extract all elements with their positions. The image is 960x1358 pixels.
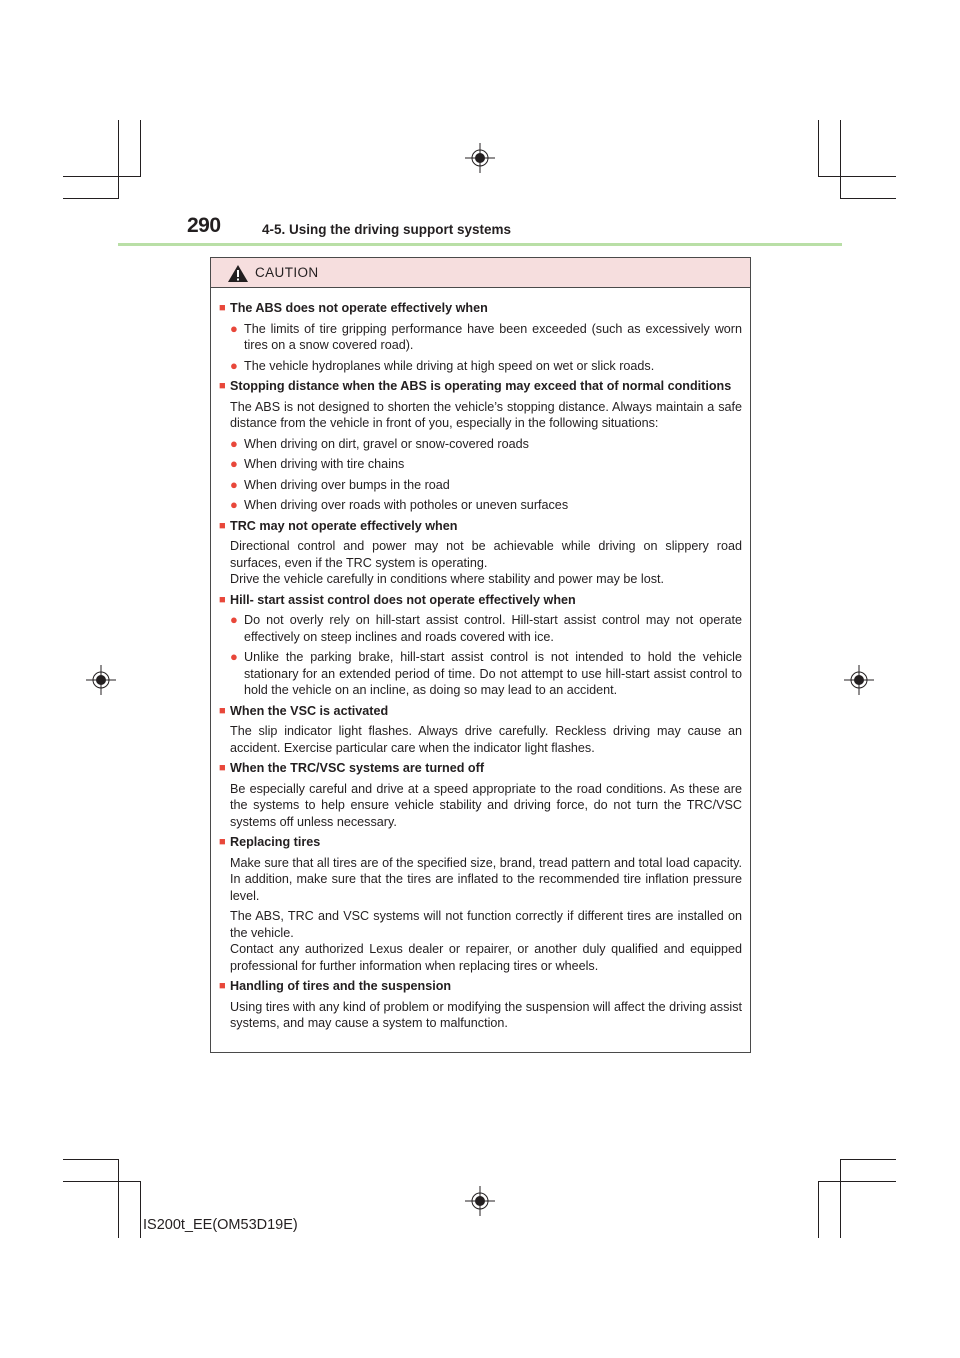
section-heading: ■ When the VSC is activated	[219, 703, 389, 718]
crop-mark	[118, 1159, 119, 1238]
list-item: ● When driving with tire chains	[230, 456, 405, 471]
square-bullet-icon: ■	[219, 704, 226, 717]
registration-mark-icon	[86, 665, 116, 695]
section-heading: ■ Hill- start assist control does not operate effectively when	[219, 592, 576, 607]
section-heading: ■ When the TRC/VSC systems are turned off	[219, 761, 485, 775]
square-bullet-icon: ■	[219, 836, 226, 848]
square-bullet-icon: ■	[219, 980, 226, 992]
section-heading: ■ The ABS does not operate effectively when	[219, 301, 488, 315]
list-item: ● Unlike the parking brake, hill-start assist control is not intended to hold the vehicle stationary for an extended period of time. Do not attempt to use hill-start assist control to hold the vehicle on an incline, as doing so may lead to an accident.	[230, 649, 742, 697]
section-text: The ABS, TRC and VSC systems will not function correctly if different tires are installed on the vehicle. Contact any authorized Lexus dealer or repairer, or another duly qualified and equipped professional for further information when replacing tires or wheels.	[230, 909, 742, 973]
circle-bullet-icon: ●	[230, 497, 238, 512]
section-text: Using tires with any kind of problem or modifying the suspension will affect the driving assist systems, and may cause a system to malfunction.	[230, 999, 742, 1030]
caution-section	[219, 378, 742, 514]
header-rule	[118, 243, 842, 246]
circle-bullet-icon: ●	[230, 320, 238, 336]
circle-bullet-icon: ●	[230, 649, 238, 664]
registration-mark-icon	[465, 1186, 495, 1216]
caution-label: CAUTION	[255, 265, 319, 280]
crop-mark	[840, 120, 841, 199]
crop-mark	[840, 1159, 896, 1160]
list-item: ● When driving over bumps in the road	[230, 476, 450, 492]
circle-bullet-icon: ●	[230, 435, 238, 451]
square-bullet-icon: ■	[219, 762, 226, 774]
crop-mark	[63, 176, 141, 177]
list-item: ● When driving over roads with potholes or uneven surfaces	[230, 497, 569, 512]
list-item: ● When driving on dirt, gravel or snow-covered roads	[230, 435, 529, 451]
circle-bullet-icon: ●	[230, 357, 238, 373]
registration-mark-icon	[844, 665, 874, 695]
caution-section	[219, 518, 742, 588]
section-title: 4-5. Using the driving support systems	[262, 222, 512, 237]
section-text: Make sure that all tires are of the specified size, brand, tread pattern and total load capacity. In addition, make sure that the tires are inflated to the recommended tire inflation pressure level.	[230, 855, 742, 903]
caution-section	[219, 760, 742, 830]
square-bullet-icon: ■	[219, 593, 226, 606]
circle-bullet-icon: ●	[230, 456, 238, 471]
caution-section	[219, 592, 742, 699]
crop-mark	[63, 198, 119, 199]
caution-body	[211, 288, 750, 1032]
crop-mark	[818, 176, 896, 177]
crop-mark	[818, 120, 819, 177]
list-item: ● The limits of tire gripping performance have been exceeded (such as excessively worn tires on a snow covered road).	[230, 320, 742, 352]
list-item: ● The vehicle hydroplanes while driving at high speed on wet or slick roads.	[230, 357, 655, 373]
warning-triangle-icon	[227, 264, 249, 283]
crop-mark	[818, 1181, 819, 1238]
section-text: The slip indicator light flashes. Always drive carefully. Reckless driving may cause an accident. Exercise particular care when the indicator light flashes.	[230, 724, 742, 755]
section-heading: ■ TRC may not operate effectively when	[219, 518, 458, 533]
page-number: 290	[187, 214, 221, 237]
crop-mark	[63, 1159, 119, 1160]
section-heading: ■ Replacing tires	[219, 835, 321, 849]
crop-mark	[840, 198, 896, 199]
crop-mark	[140, 1181, 141, 1238]
crop-mark	[118, 120, 119, 199]
caution-section	[219, 834, 742, 974]
section-heading: ■ Stopping distance when the ABS is operating may exceed that of normal conditions	[219, 379, 732, 393]
crop-mark	[818, 1181, 896, 1182]
document-code: IS200t_EE(OM53D19E)	[143, 1217, 298, 1233]
circle-bullet-icon: ●	[230, 612, 238, 627]
crop-mark	[63, 1181, 141, 1182]
caution-section	[219, 300, 742, 374]
section-text: Be especially careful and drive at a speed appropriate to the road conditions. As these are the systems to help ensure vehicle stability and driving force, do not turn the TRC/VSC systems off unless necessary.	[230, 781, 742, 829]
crop-mark	[840, 1159, 841, 1238]
crop-mark	[140, 120, 141, 177]
section-heading: ■ Handling of tires and the suspension	[219, 979, 452, 993]
caution-box	[210, 257, 751, 1053]
square-bullet-icon: ■	[219, 519, 226, 532]
circle-bullet-icon: ●	[230, 476, 238, 492]
caution-section	[219, 978, 742, 1032]
registration-mark-icon	[465, 143, 495, 173]
section-text: Directional control and power may not be achievable while driving on slippery road surfaces, even if the TRC system is operating. Drive the vehicle carefully in conditions where stability and power may be lost.	[230, 539, 742, 586]
caution-header	[211, 258, 750, 288]
square-bullet-icon: ■	[219, 380, 226, 392]
list-item: ● Do not overly rely on hill-start assist control. Hill-start assist control may not operate effectively on steep inclines and roads covered with ice.	[230, 612, 742, 644]
square-bullet-icon: ■	[219, 302, 226, 314]
section-text: The ABS is not designed to shorten the vehicle’s stopping distance. Always maintain a safe distance from the vehicle in front of you, especially in the following situations:	[230, 399, 742, 430]
caution-section	[219, 703, 742, 757]
